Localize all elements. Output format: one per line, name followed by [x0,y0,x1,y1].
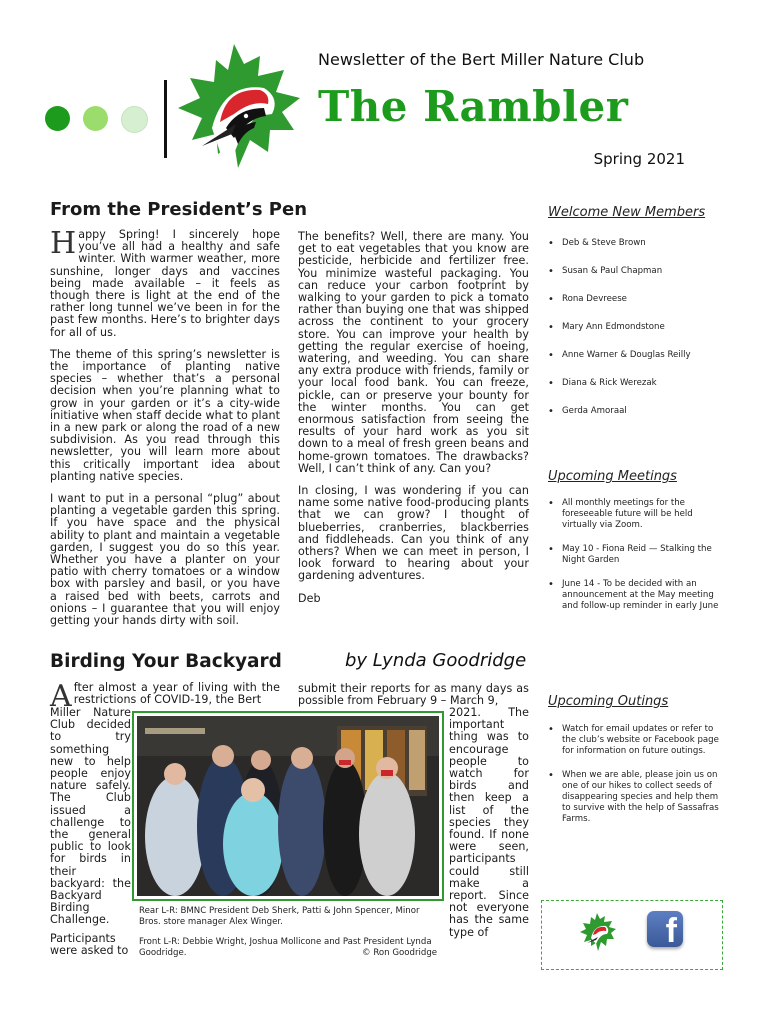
list-item: • Anne Warner & Douglas Reilly [548,350,728,361]
facebook-letter: f [665,912,677,950]
header-dot-dark [45,106,70,131]
outings-heading: Upcoming Outings [548,694,669,709]
issue-label: Spring 2021 [593,150,685,168]
birding-byline: by Lynda Goodridge [345,650,527,671]
presidents-pen-column-2 [298,231,529,605]
list-item: • Rona Devreese [548,294,728,305]
welcome-members-list [548,238,728,417]
group-photo-frame [132,711,444,901]
list-item: • When we are able, please join us on one of our hikes to collect seeds of disappearing species and help them to survive with the help of Sassafras Farms. [548,770,724,825]
meetings-list [548,498,724,612]
birding-col2-top: submit their reports for as many days as possible from February 9 – March 9, [298,682,529,708]
drop-cap-h: H [50,226,77,261]
photo-caption-front: Front L-R: Debbie Wright, Joshua Mollicone and Past President Lynda Goodridge. [139,937,432,958]
list-item: • Diana & Rick Werezak [548,378,728,389]
pen-signature: Deb [298,591,321,605]
group-photo [137,716,439,896]
meetings-heading: Upcoming Meetings [548,469,677,484]
facebook-icon[interactable] [647,911,683,950]
list-item: • Susan & Paul Chapman [548,266,728,277]
presidents-pen-column-1 [50,226,280,628]
list-item: • May 10 - Fiona Reid — Stalking the Night Garden [548,544,724,566]
birding-narrow-left-text: Miller Nature Club decided to try something new to help people enjoy nature safely. The Club issued a challenge to the general public to look for birds in their backyard: the Backyard Birding Challenge. [50,706,131,927]
list-item: • Gerda Amoraal [548,406,728,417]
birding-first-line: After almost a year of living with the restrictions of COVID-19, the Bert [50,679,280,714]
presidents-pen-heading: From the President’s Pen [50,199,308,220]
header-dot-pale [121,106,148,133]
newsletter-title: The Rambler [318,82,629,131]
club-logo-leaf-woodpecker-icon [172,42,306,170]
pen-paragraph-2: The theme of this spring’s newsletter is the importance of planting native species – whether that’s a personal decision when you’re planning what to grow in your garden or it’s a city-wide initiative when staff decide what to plant in a new park or along the road of a new subdivision. As you read through this newsletter, you will learn more about this critically important idea about planting native species. [50,347,280,483]
social-links-box [541,900,723,970]
club-logo-small-icon[interactable] [578,912,618,952]
pen-paragraph-5: In closing, I was wondering if you can name some native food-producing plants that we can grow? I thought of blueberries, cranberries, blackberries and fiddleheads. Can you think of any others? When we can meet in person, I look forward to hearing about your gardening adventures. [298,484,529,583]
list-item: • Watch for email updates or refer to the club’s website or Facebook page for information on future outings. [548,724,724,757]
header-divider [164,80,167,158]
photo-caption-rear: Rear L-R: BMNC President Deb Sherk, Patti & John Spencer, Minor Bros. store manager Alex Winger. [139,906,420,927]
drop-cap-a: A [50,679,72,714]
pen-paragraph-4: The benefits? Well, there are many. You get to eat vegetables that you know are pesticide, herbicide and fertilizer free. You minimize wasteful packaging. You can reduce your carbon footprint by walking to your garden to pick a tomato rather than buying one that was shipped across the continent to your grocery store. You can improve your health by getting the regular exercise of hoeing, watering, and weeding. You can share any extra produce with friends, family or your local food bank. You can freeze, pickle, can or preserve your bounty for the winter months. You can get enormous satisfaction from seeing the results of your hard work as you sit down to a meal of fresh green beans and home-grown tomatoes. The drawbacks? Well, I can’t think of any. Can you? [298,230,529,475]
pen-paragraph-3: I want to put in a personal “plug” about planting a vegetable garden this spring. If you have space and the physical ability to plant and maintain a vegetable garden, I suggest you do so this year. Whether you have a planter on your patio with cherry tomatoes or a window box with parsley and basil, or you have a raised bed with beets, carrots and onions – I guarantee that you will enjoy getting your hands dirty with soil. [50,492,280,628]
list-item: • June 14 - To be decided with an announcement at the May meeting and follow-up reminder in early June [548,579,724,612]
pen-paragraph-1: Happy Spring! I sincerely hope you’ve all had a healthy and safe winter. With warmer weather, more sunshine, longer days and vaccines being made available – it feels as though there is light at the end of the rather long tunnel we’ve been in for the past few months. Here’s to brighter days for all of us. [50,226,280,339]
birding-narrow-right-text: 2021. The important thing was to encourage people to watch for birds and then keep a list of the species they found. If none were seen, participants could still make a report. Since not everyone has the same type of [449,706,529,939]
list-item: • Deb & Steve Brown [548,238,728,249]
photo-credit: © Ron Goodridge [362,948,438,958]
list-item: • Mary Ann Edmondstone [548,322,728,333]
newsletter-subtitle: Newsletter of the Bert Miller Nature Club [318,50,645,69]
birding-participants-text: Participants were asked to [50,932,129,958]
header-dot-light [83,106,108,131]
welcome-heading: Welcome New Members [548,205,706,220]
outings-list [548,724,724,825]
list-item: • All monthly meetings for the foreseeable future will be held virtually via Zoom. [548,498,724,531]
birding-heading: Birding Your Backyard [50,651,282,672]
